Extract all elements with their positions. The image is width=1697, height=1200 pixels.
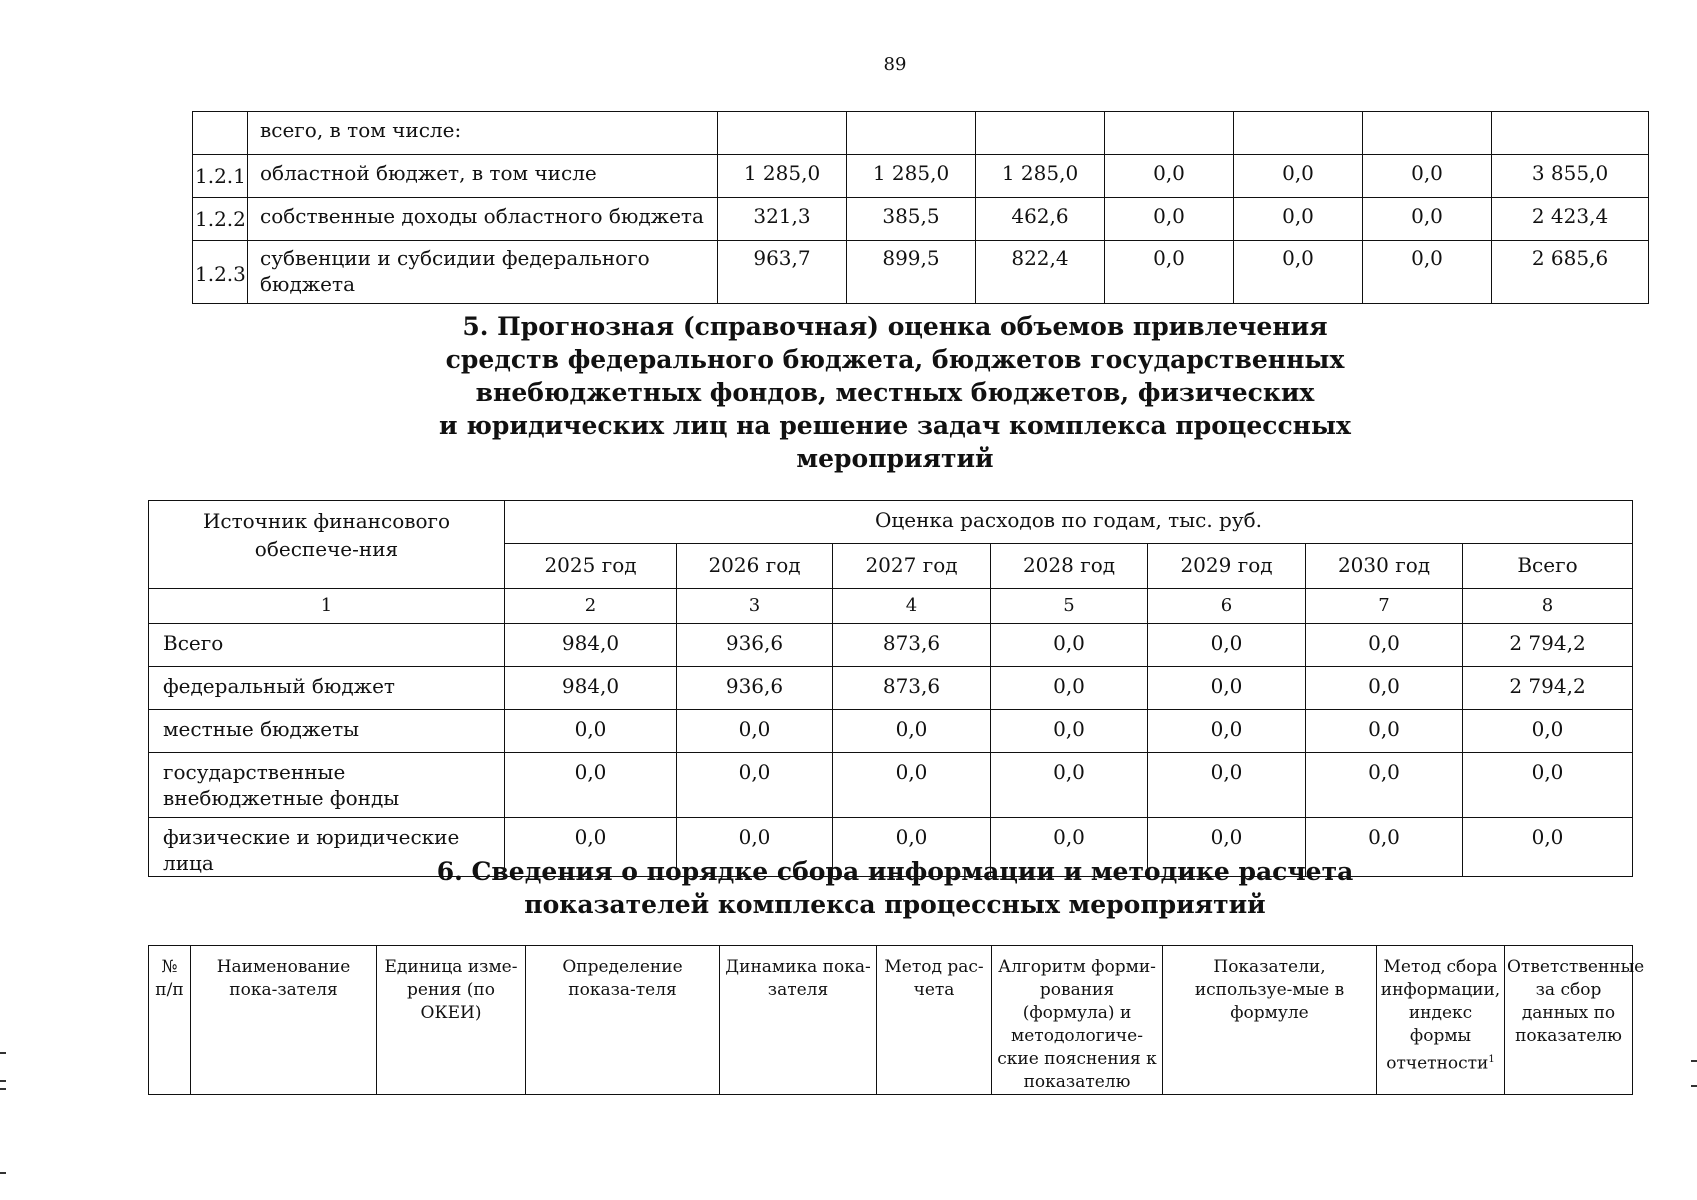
row-name: всего, в том числе: [248, 112, 718, 155]
column-number: 6 [1148, 589, 1306, 624]
footnote-mark: 1 [1488, 1054, 1495, 1065]
row-value: 873,6 [833, 624, 991, 667]
row-value: 0,0 [1306, 710, 1463, 753]
column-number: 4 [833, 589, 991, 624]
source-column-header: Источник финансового обеспече-ния [149, 501, 505, 589]
row-code: 1.2.1 [193, 155, 248, 198]
source-name: федеральный бюджет [149, 667, 505, 710]
row-value [1363, 112, 1492, 155]
row-value: 1 285,0 [718, 155, 847, 198]
column-number: 8 [1463, 589, 1633, 624]
row-value: 0,0 [1105, 241, 1234, 304]
row-value: 984,0 [505, 624, 677, 667]
row-name: субвенции и субсидии федерального бюджета [248, 241, 718, 304]
row-value: 0,0 [1463, 818, 1633, 877]
row-value: 1 285,0 [976, 155, 1105, 198]
row-value: 984,0 [505, 667, 677, 710]
heading-line: 6. Сведения о порядке сбора информации и методике расчета [436, 857, 1354, 886]
row-code [193, 112, 248, 155]
row-value: 2 423,4 [1492, 198, 1649, 241]
year-header: Всего [1463, 544, 1633, 589]
heading-line: 5. Прогнозная (справочная) оценка объемов привлечения [462, 312, 1328, 341]
row-value: 0,0 [677, 818, 833, 877]
budget-breakdown-table [192, 111, 1649, 304]
column-header: Определение показа-теля [526, 946, 720, 1095]
years-group-header: Оценка расходов по годам, тыс. руб. [505, 501, 1633, 544]
row-value: 899,5 [847, 241, 976, 304]
table-row [193, 198, 1649, 241]
row-name: собственные доходы областного бюджета [248, 198, 718, 241]
indicator-methodology-table [148, 945, 1645, 1095]
scan-edge-mark [1691, 1060, 1697, 1062]
column-header: Динамика пока-зателя [720, 946, 877, 1095]
row-value: 0,0 [991, 624, 1148, 667]
row-value: 936,6 [677, 667, 833, 710]
column-number: 5 [991, 589, 1148, 624]
row-value: 0,0 [991, 818, 1148, 877]
year-header: 2029 год [1148, 544, 1306, 589]
row-value [1492, 112, 1649, 155]
table-header-row [149, 946, 1633, 1095]
column-header: Ответственные за сбор данных по показателю [1505, 946, 1633, 1095]
row-value: 0,0 [833, 818, 991, 877]
row-value: 1 285,0 [847, 155, 976, 198]
source-name: Всего [149, 624, 505, 667]
row-value: 2 685,6 [1492, 241, 1649, 304]
scan-edge-mark [1691, 1085, 1697, 1087]
table-row [149, 667, 1633, 710]
column-header: Алгоритм форми-рования (формула) и методологиче-ские пояснения к показателю [992, 946, 1163, 1095]
row-value: 0,0 [1105, 155, 1234, 198]
row-value [976, 112, 1105, 155]
row-value: 0,0 [1306, 624, 1463, 667]
row-value: 0,0 [1234, 155, 1363, 198]
heading-line: мероприятий [796, 444, 994, 473]
column-header: Показатели, используе-мые в формуле [1163, 946, 1377, 1095]
row-value: 0,0 [1148, 624, 1306, 667]
scan-edge-mark [0, 1080, 6, 1082]
scan-edge-mark [0, 1052, 6, 1054]
row-value: 0,0 [505, 818, 677, 877]
column-number: 2 [505, 589, 677, 624]
table-row [193, 155, 1649, 198]
column-number: 3 [677, 589, 833, 624]
scan-edge-mark [0, 1172, 6, 1174]
column-header: № п/п [149, 946, 191, 1095]
column-header: Метод рас-чета [877, 946, 992, 1095]
heading-line: средств федерального бюджета, бюджетов государственных [445, 345, 1345, 374]
funding-forecast-table [148, 500, 1633, 877]
row-value [1105, 112, 1234, 155]
row-value: 0,0 [1306, 667, 1463, 710]
row-value: 0,0 [1234, 198, 1363, 241]
year-header: 2027 год [833, 544, 991, 589]
section-6-heading [0, 855, 1697, 921]
row-value: 3 855,0 [1492, 155, 1649, 198]
year-header: 2026 год [677, 544, 833, 589]
row-value: 0,0 [505, 753, 677, 818]
row-value: 963,7 [718, 241, 847, 304]
scan-edge-mark [0, 1088, 6, 1090]
heading-line: и юридических лиц на решение задач комплекса процессных [439, 411, 1351, 440]
row-value: 0,0 [1148, 710, 1306, 753]
row-value [1234, 112, 1363, 155]
row-value: 0,0 [1148, 753, 1306, 818]
row-value: 0,0 [833, 753, 991, 818]
column-number-row [149, 589, 1633, 624]
row-value: 2 794,2 [1463, 624, 1633, 667]
column-header [1377, 946, 1505, 1095]
source-name: физические и юридические лица [149, 818, 505, 877]
column-number: 7 [1306, 589, 1463, 624]
row-value: 462,6 [976, 198, 1105, 241]
source-name: местные бюджеты [149, 710, 505, 753]
row-value: 0,0 [1463, 710, 1633, 753]
year-header: 2028 год [991, 544, 1148, 589]
table-row [193, 241, 1649, 304]
row-code: 1.2.3 [193, 241, 248, 304]
row-value: 0,0 [1363, 155, 1492, 198]
row-value: 0,0 [677, 753, 833, 818]
row-value: 0,0 [991, 753, 1148, 818]
row-value: 0,0 [1234, 241, 1363, 304]
row-value: 0,0 [1148, 667, 1306, 710]
column-number: 1 [149, 589, 505, 624]
table-row [149, 710, 1633, 753]
table-row [193, 112, 1649, 155]
row-value [718, 112, 847, 155]
column-header: Наименование пока-зателя [191, 946, 377, 1095]
table-row [149, 624, 1633, 667]
row-code: 1.2.2 [193, 198, 248, 241]
section-5-heading [0, 310, 1697, 475]
row-value: 0,0 [1363, 198, 1492, 241]
table-row [149, 753, 1633, 818]
row-value: 873,6 [833, 667, 991, 710]
row-value: 321,3 [718, 198, 847, 241]
column-header: Единица изме-рения (по ОКЕИ) [377, 946, 526, 1095]
row-value: 0,0 [1463, 753, 1633, 818]
year-header: 2030 год [1306, 544, 1463, 589]
year-header: 2025 год [505, 544, 677, 589]
heading-line: внебюджетных фондов, местных бюджетов, физических [475, 378, 1315, 407]
row-value: 0,0 [833, 710, 991, 753]
source-name: государственные внебюджетные фонды [149, 753, 505, 818]
row-value: 0,0 [1363, 241, 1492, 304]
page-number: 89 [883, 54, 907, 75]
row-value: 0,0 [991, 667, 1148, 710]
row-value: 0,0 [505, 710, 677, 753]
row-value: 0,0 [677, 710, 833, 753]
row-value: 0,0 [1306, 818, 1463, 877]
table-header-row [149, 501, 1633, 544]
row-value: 822,4 [976, 241, 1105, 304]
row-name: областной бюджет, в том числе [248, 155, 718, 198]
row-value: 0,0 [1306, 753, 1463, 818]
row-value: 0,0 [991, 710, 1148, 753]
column-header-text: Метод сбора информации, индекс формы отчетности [1380, 957, 1501, 1074]
row-value: 936,6 [677, 624, 833, 667]
row-value: 385,5 [847, 198, 976, 241]
heading-line: показателей комплекса процессных мероприятий [524, 890, 1266, 919]
row-value: 2 794,2 [1463, 667, 1633, 710]
row-value: 0,0 [1148, 818, 1306, 877]
row-value [847, 112, 976, 155]
row-value: 0,0 [1105, 198, 1234, 241]
